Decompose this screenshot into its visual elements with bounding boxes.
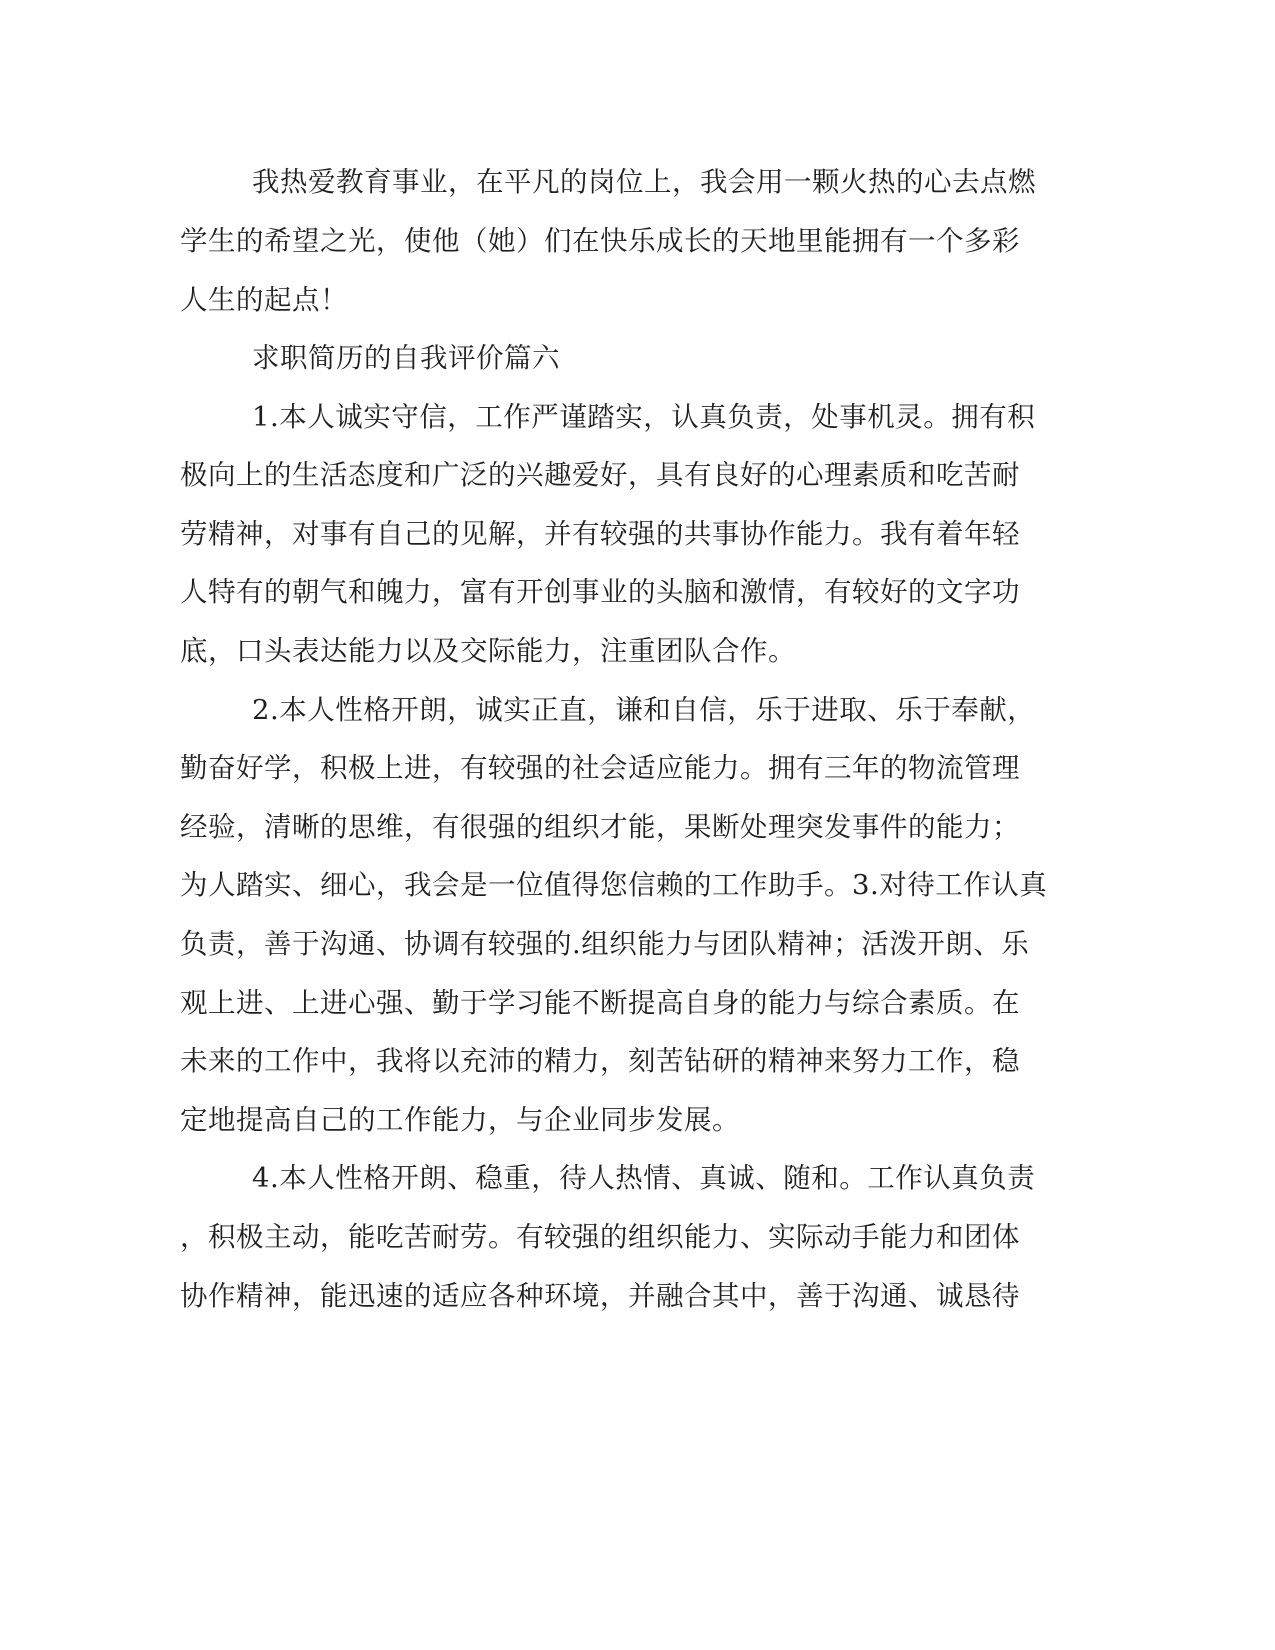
paragraph-line: 勤奋好学，积极上进，有较强的社会适应能力。拥有三年的物流管理	[180, 752, 1020, 784]
paragraph-line: 我热爱教育事业，在平凡的岗位上，我会用一颗火热的心去点燃	[252, 166, 1036, 198]
paragraph-line: 观上进、上进心强、勤于学习能不断提高自身的能力与综合素质。在	[180, 987, 1020, 1019]
paragraph-line: 人特有的朝气和魄力，富有开创事业的头脑和激情，有较好的文字功	[180, 576, 1020, 608]
paragraph-line: 劳精神，对事有自己的见解，并有较强的共事协作能力。我有着年轻	[180, 518, 1020, 550]
paragraph-line: 负责，善于沟通、协调有较强的.组织能力与团队精神；活泼开朗、乐	[180, 928, 1030, 960]
paragraph-line: 2.本人性格开朗，诚实正直，谦和自信，乐于进取、乐于奉献，	[252, 694, 1036, 726]
section-heading: 求职简历的自我评价篇六	[252, 342, 560, 374]
paragraph-line: ，积极主动，能吃苦耐劳。有较强的组织能力、实际动手能力和团体	[180, 1221, 1020, 1253]
paragraph-line: 定地提高自己的工作能力，与企业同步发展。	[180, 1104, 740, 1136]
paragraph-line: 学生的希望之光，使他（她）们在快乐成长的天地里能拥有一个多彩	[180, 225, 1020, 257]
paragraph-line: 1.本人诚实守信，工作严谨踏实，认真负责，处事机灵。拥有积	[252, 401, 1036, 433]
paragraph-line: 4.本人性格开朗、稳重，待人热情、真诚、随和。工作认真负责	[252, 1162, 1036, 1194]
paragraph-line: 为人踏实、细心，我会是一位值得您信赖的工作助手。3.对待工作认真	[180, 869, 1048, 901]
paragraph-line: 底，口头表达能力以及交际能力，注重团队合作。	[180, 635, 796, 667]
paragraph-line: 协作精神，能迅速的适应各种环境，并融合其中，善于沟通、诚恳待	[180, 1280, 1020, 1312]
paragraph-line: 极向上的生活态度和广泛的兴趣爱好，具有良好的心理素质和吃苦耐	[180, 459, 1020, 491]
paragraph-line: 经验，清晰的思维，有很强的组织才能，果断处理突发事件的能力；	[180, 811, 1020, 843]
paragraph-line: 人生的起点！	[180, 284, 348, 316]
paragraph-line: 未来的工作中，我将以充沛的精力，刻苦钻研的精神来努力工作，稳	[180, 1045, 1020, 1077]
